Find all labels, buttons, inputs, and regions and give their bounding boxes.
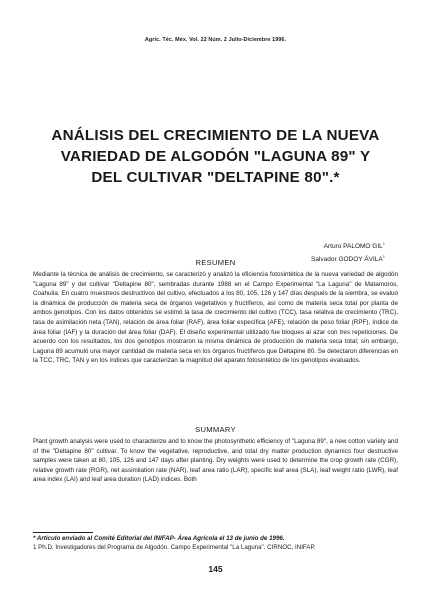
title-line-1: ANÁLISIS DEL CRECIMIENTO DE LA NUEVA [51, 127, 380, 144]
author-affiliation-mark: 1 [382, 254, 385, 260]
resumen-heading: RESUMEN [195, 258, 236, 267]
summary-heading: SUMMARY [195, 425, 236, 434]
author-1 [311, 239, 385, 252]
author-affiliation-mark: 1 [382, 241, 385, 246]
title-line-3: DEL CULTIVAR "DELTAPINE 80".* [91, 169, 340, 186]
summary-paragraph: Plant growth analysis were used to characterize and to know the photosynthetic efficiency of "Laguna 89", a new cotton variety and of the "Deltapine 80" cultivar. To know the vegetative, reproductive, and total dry matter production dynamics four destructive samples were taken at 80, 105, 126 and 147 days after planting. Dry weights were used to determine the crop growth rate (CGR), relative growth rate (RGR), net assimilation rate (NAR), leaf area ratio (LAR), specific leaf area (SLA), leaf weight ratio (LWR), leaf area index (LAI) and leaf area duration (LAD) indices. Both [33, 438, 398, 484]
journal-header: Agric. Téc. Méx. Vol. 22 Núm. 2 Julio-Diciembre 1996. [144, 37, 287, 43]
footnote-affiliation: 1 Ph.D. Investigadores del Programa de Algodón. Campo Experimental "La Laguna". CIRNOC, INIFAP. [33, 543, 316, 551]
author-name: Salvador GODOY ÁVILA [310, 256, 383, 264]
title-line-2: VARIEDAD DE ALGODÓN "LAGUNA 89" Y [60, 148, 371, 165]
footnote-divider [33, 532, 93, 533]
resumen-paragraph: Mediante la técnica de análisis de crecimiento, se caracterizó y analizó la eficiencia fotosintética de la nueva variedad de algodón "Laguna 89" y del cultivar "Deltapine 80", sembradas durante 1988 en el Campo Experimental "La Laguna" de Matamoros, Coahuila. En cuatro muestreos destructivos del cultivo, efectuados a los 80, 105, 126 y 147 días después de la siembra, se evaluó la dinámica de producción de materia seca de órganos vegetativos y fructíferos, así como de materia seca total por planta de ambos genotipos. Con los datos obtenidos se estimó la tasa de crecimiento del cultivo (TCC), tasa relativa de crecimiento (TRC), tasa de asimilación neta (TAN), relación de área foliar (RAF), área foliar específica (AFE), relación de peso foliar (RPF), índice de área foliar (IAF) y la duración del área foliar (DAF). El diseño experimental utilizado fue bloques al azar con tres repeticiones. De acuerdo con los resultados, los dos genotipos mostraron la misma dinámica de producción de materia seca total; sin embargo, Laguna 89 acumuló una mayor cantidad de materia seca en los órganos fructíferos que Deltapine 80. Se detectaron diferencias en la TCC, TRC, TAN y en los índices que caracterizan la magnitud del aparato fotosintético de los genotipos evaluados. [33, 271, 398, 365]
page-number: 145 [208, 564, 223, 574]
author-name: Arturo PALOMO GIL [323, 243, 383, 251]
footnotes [33, 535, 398, 552]
article-title [40, 125, 391, 188]
footnote-submission: * Artículo enviado al Comité Editorial del INIFAP- Área Agrícola el 13 de junio de 1996. [33, 535, 285, 542]
